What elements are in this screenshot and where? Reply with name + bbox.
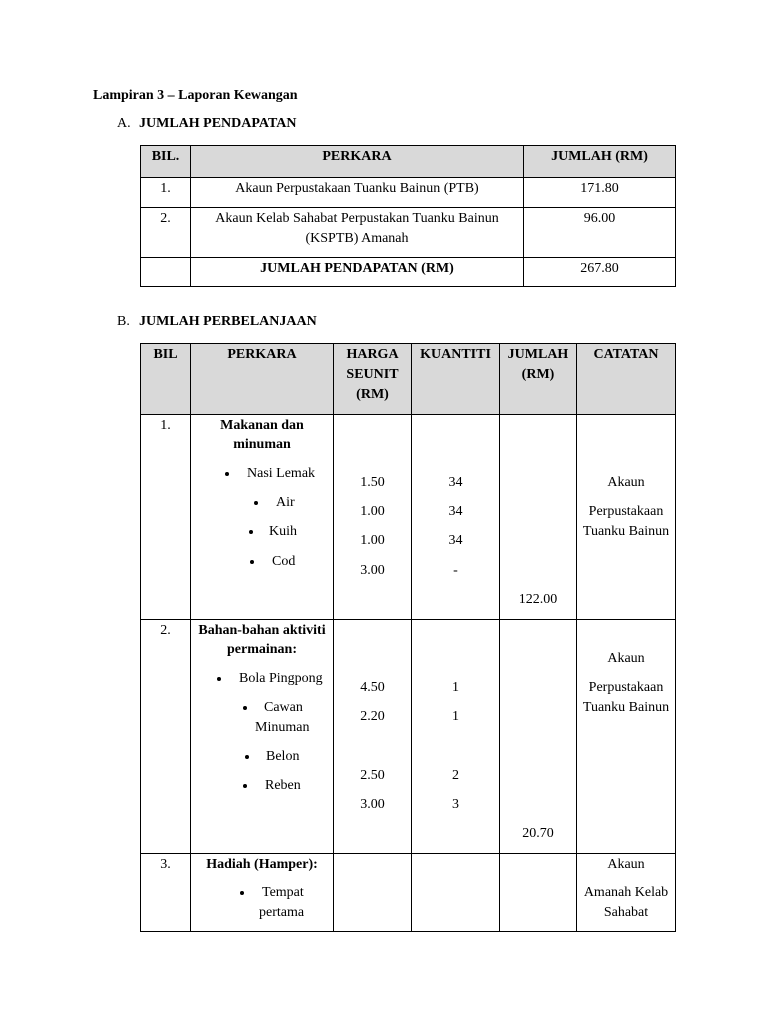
row-harga	[334, 415, 412, 620]
row-bil	[141, 854, 191, 932]
category-line1: Hadiah (Hamper):	[206, 857, 318, 872]
row-kuantiti	[412, 620, 500, 854]
bullet-icon	[217, 677, 221, 681]
header-jumlah: JUMLAH (RM)	[524, 146, 676, 178]
section-b-title: JUMLAH PERBELANJAAN	[139, 314, 317, 329]
item-label: Tempat	[262, 885, 304, 900]
bullet-icon	[249, 530, 253, 534]
jumlah-value: 122.00	[518, 592, 558, 607]
header-perkara: PERKARA	[191, 344, 334, 415]
bullet-icon	[240, 891, 244, 895]
bullet-icon	[245, 755, 249, 759]
total-value: 267.80	[524, 258, 676, 287]
item-label: Cawan	[264, 700, 303, 715]
item-label: Minuman	[255, 720, 310, 735]
table-row	[141, 620, 676, 854]
row-jumlah	[500, 620, 577, 854]
section-b-heading	[117, 314, 317, 330]
catatan-line1: Akaun	[607, 857, 645, 872]
row-jumlah: 96.00	[524, 208, 676, 258]
row-bil: 2.	[141, 208, 191, 258]
row-kuantiti	[412, 854, 500, 932]
category-line1: Bahan-bahan aktiviti	[198, 623, 326, 638]
kuantiti-value: 1	[452, 709, 459, 724]
row-harga	[334, 854, 412, 932]
harga-value: 1.50	[360, 475, 385, 490]
bullet-icon	[225, 472, 229, 476]
kuantiti-value: 34	[448, 504, 463, 519]
row-bil-text: 1.	[160, 418, 171, 433]
header-perkara: PERKARA	[191, 146, 524, 178]
header-harga-line1: HARGA	[346, 347, 399, 362]
item-label: Reben	[265, 778, 301, 793]
category-line2: permainan:	[227, 642, 297, 657]
bullet-icon	[254, 501, 258, 505]
item-label: Belon	[266, 749, 300, 764]
harga-value: 2.50	[360, 768, 385, 783]
table-row	[141, 854, 676, 932]
item-label: Kuih	[269, 524, 297, 539]
header-kuantiti: KUANTITI	[412, 344, 500, 415]
harga-value: 2.20	[360, 709, 385, 724]
header-harga	[334, 344, 412, 415]
row-perkara	[191, 854, 334, 932]
row-perkara	[191, 620, 334, 854]
row-perkara-line2: (KSPTB) Amanah	[305, 231, 409, 246]
expense-table-header	[141, 344, 676, 415]
row-bil: 1.	[141, 178, 191, 208]
row-jumlah	[500, 415, 577, 620]
catatan-line2: Perpustakaan	[588, 504, 664, 519]
item-label: Air	[276, 495, 295, 510]
kuantiti-value: 3	[452, 797, 459, 812]
section-a-title: JUMLAH PENDAPATAN	[139, 116, 297, 131]
row-catatan	[577, 854, 676, 932]
header-harga-line3: (RM)	[356, 387, 389, 402]
header-jumlah-line2: (RM)	[521, 367, 555, 382]
row-catatan	[577, 620, 676, 854]
row-perkara	[191, 208, 524, 258]
item-label: Nasi Lemak	[247, 466, 316, 481]
total-label: JUMLAH PENDAPATAN (RM)	[191, 258, 524, 287]
row-perkara	[191, 415, 334, 620]
row-bil	[141, 620, 191, 854]
kuantiti-value: 34	[448, 533, 463, 548]
catatan-line3: Tuanku Bainun	[582, 524, 670, 539]
empty-cell	[141, 258, 191, 287]
row-perkara-line1: Akaun Kelab Sahabat Perpustakan Tuanku Bainun	[215, 211, 499, 226]
catatan-line3: Tuanku Bainun	[582, 700, 670, 715]
kuantiti-value: 34	[448, 475, 463, 490]
item-label: pertama	[259, 905, 305, 920]
harga-value: 3.00	[360, 563, 385, 578]
table-row	[141, 415, 676, 620]
table-row	[141, 208, 676, 258]
row-kuantiti	[412, 415, 500, 620]
item-label: Bola Pingpong	[239, 671, 323, 686]
catatan-line2: Perpustakaan	[588, 680, 664, 695]
harga-value: 1.00	[360, 504, 385, 519]
catatan-line1: Akaun	[607, 475, 645, 490]
header-catatan: CATATAN	[577, 344, 676, 415]
section-b-letter: B.	[117, 314, 130, 329]
header-bil: BIL	[141, 344, 191, 415]
total-row	[141, 258, 676, 287]
kuantiti-value: 2	[452, 768, 459, 783]
expense-table	[140, 343, 676, 932]
header-jumlah	[500, 344, 577, 415]
catatan-line2: Amanah Kelab	[583, 885, 669, 900]
income-table-header	[141, 146, 676, 178]
jumlah-value: 20.70	[522, 826, 554, 841]
row-bil-text: 3.	[160, 857, 171, 872]
row-jumlah: 171.80	[524, 178, 676, 208]
item-label: Cod	[272, 554, 296, 569]
header-harga-line2: SEUNIT	[346, 367, 399, 382]
income-table	[140, 145, 676, 287]
kuantiti-value: 1	[452, 680, 459, 695]
document-title: Lampiran 3 – Laporan Kewangan	[93, 88, 298, 103]
section-a-letter: A.	[117, 116, 131, 131]
bullet-icon	[250, 560, 254, 564]
kuantiti-value: -	[453, 563, 458, 578]
row-bil	[141, 415, 191, 620]
row-bil-text: 2.	[160, 623, 171, 638]
harga-value: 1.00	[360, 533, 385, 548]
row-perkara: Akaun Perpustakaan Tuanku Bainun (PTB)	[191, 178, 524, 208]
row-catatan	[577, 415, 676, 620]
harga-value: 4.50	[360, 680, 385, 695]
table-row	[141, 178, 676, 208]
header-bil: BIL.	[141, 146, 191, 178]
row-jumlah	[500, 854, 577, 932]
bullet-icon	[243, 706, 247, 710]
catatan-line1: Akaun	[607, 651, 645, 666]
catatan-line3: Sahabat	[603, 905, 649, 920]
bullet-icon	[243, 784, 247, 788]
harga-value: 3.00	[360, 797, 385, 812]
section-a-heading	[117, 116, 297, 132]
category-line2: minuman	[233, 437, 291, 452]
header-jumlah-line1: JUMLAH	[507, 347, 569, 362]
row-harga	[334, 620, 412, 854]
category-line1: Makanan dan	[220, 418, 304, 433]
